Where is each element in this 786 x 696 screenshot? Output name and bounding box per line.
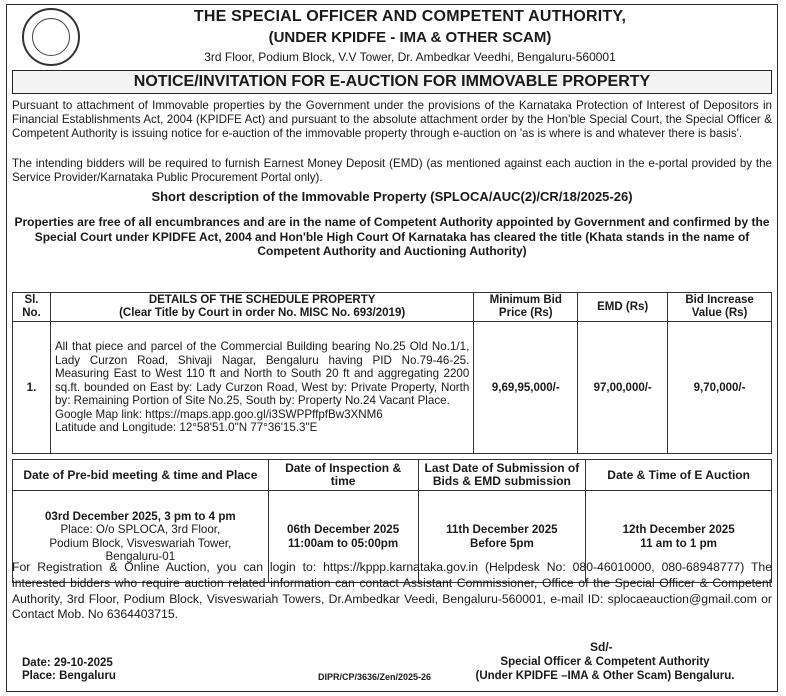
seal-center — [32, 18, 70, 56]
authority-address: 3rd Floor, Podium Block, V.V Tower, Dr. Ambedkar Veedhi, Bengaluru-560001 — [204, 50, 616, 64]
footer-place: Place: Bengaluru — [22, 670, 116, 682]
auction-date: 12th December 2025 — [622, 523, 735, 536]
emd-cell: 97,00,000/- — [578, 322, 668, 454]
signature-sd: Sd/- — [590, 640, 613, 654]
lat-long: Latitude and Longitude: 12°58'51.0"N 77°36'15.3"E — [54, 421, 318, 435]
encumbrance-note: Properties are free of all encumbrances and are in the name of Competent Authority appointed by Government and confirmed by the Special Court under KPIDFE Act, 2004 and Hon'ble High Court Of Karnataka has cleared the title (Khata stands in the name of Competent Authority and Auctioning Authority) — [14, 215, 770, 258]
prebid-place: Place: O/o SPLOCA, 3rd Floor, Podium Block, Visveswariah Tower, Bengaluru-01 — [49, 523, 232, 563]
property-table — [12, 292, 772, 454]
last-date-header: Last Date of Submission of Bids & EMD submission — [418, 460, 586, 491]
government-seal-icon — [22, 8, 80, 66]
authority-title: THE SPECIAL OFFICER AND COMPETENT AUTHORITY, — [193, 8, 627, 25]
auction-header: Date & Time of E Auction — [586, 460, 772, 491]
registration-info: For Registration & Online Auction, you can login to: https://kppp.karnataka.gov.in (Helpdesk No: 080-46010000, 080-68948777) The interested bidders who require auction related information can contact Assistant Commissioner, Office of the Special Officer & Competent Authority, 3rd Floor, Podium Block, Visveswariah Towers, Dr.Ambedkar Veedi, Bengaluru-560001, e-mail ID: splocaeauction@gmail.com or Contact Mob. No 6364403715. — [12, 560, 772, 622]
last-date: 11th December 2025 — [446, 523, 558, 536]
min-bid-cell: 9,69,95,000/- — [474, 322, 578, 454]
footer-date-place — [22, 657, 116, 683]
footer-date: Date: 29-10-2025 — [22, 657, 113, 669]
bid-increase-cell: 9,70,000/- — [668, 322, 772, 454]
short-description-heading: Short description of the Immovable Property (SPLOCA/AUC(2)/CR/18/2025-26) — [151, 189, 633, 204]
intro-paragraph-1: Pursuant to attachment of Immovable properties by the Government under the provisions of the Karnataka Protection of Interest of Depositors in Financial Establishments Act, 2004 (KPIDFE Act) and pursuant to the absolute attachment order by the Hon'ble Special Court, the Special Officer & Competent Authority is issuing notice for e-auction of the immovable property through e-auction on 'as is where is and whatever there is basis'. — [12, 99, 772, 141]
intro-paragraph-2: The intending bidders will be required to furnish Earnest Money Deposit (EMD) (as mentioned against each auction in the e-portal provided by the Service Provider/Karnataka Public Procurement Portal only). — [12, 157, 772, 185]
min-bid-header: Minimum Bid Price (Rs) — [474, 293, 578, 322]
inspection-header: Date of Inspection & time — [268, 460, 418, 491]
property-table-header — [13, 293, 772, 322]
prebid-header: Date of Pre-bid meeting & time and Place — [13, 460, 269, 491]
authority-subtitle: (UNDER KPIDFE - IMA & OTHER SCAM) — [268, 29, 552, 46]
schedule-table-header — [13, 460, 772, 491]
prebid-date: 03rd December 2025, 3 pm to 4 pm — [44, 509, 236, 523]
google-map-link[interactable]: Google Map link: https://maps.app.goo.gl/i3SWPPffpfBw3XNM6 — [54, 407, 383, 421]
property-description: All that piece and parcel of the Commercial Building bearing No.25 Old No.1/1, Lady Curzon Road, Shivaji Nagar, Bengaluru having PID No.79-46-25. Measuring East to West 110 ft and North to South 20 ft and aggregating 2200 sq.ft. bounded on East by: Lady Curzon Road, West by: Private Property, North by: Remaining Portion of Site No.25, South by: Property No.24 Vacant Place. — [54, 339, 470, 408]
details-header — [50, 293, 473, 322]
sl-no-cell: 1. — [13, 322, 51, 454]
emd-header: EMD (Rs) — [578, 293, 668, 322]
last-time: Before 5pm — [469, 536, 534, 550]
notice-banner: NOTICE/INVITATION FOR E-AUCTION FOR IMMOVABLE PROPERTY — [12, 70, 772, 94]
bid-increase-header: Bid Increase Value (Rs) — [668, 293, 772, 322]
dipr-reference: DIPR/CP/3636/Zen/2025-26 — [318, 672, 432, 682]
property-description-cell — [50, 322, 473, 454]
table-row — [13, 322, 772, 454]
details-header-title: DETAILS OF THE SCHEDULE PROPERTY — [148, 294, 376, 306]
signatory-subtitle: (Under KPIDFE –IMA & Other Scam) Bengaluru. — [475, 670, 735, 682]
sl-no-header: Sl. No. — [13, 293, 51, 322]
auction-time: 11 am to 1 pm — [640, 536, 717, 550]
inspection-time: 11:00am to 05:00pm — [288, 536, 399, 550]
signatory-title: Special Officer & Competent Authority — [500, 656, 710, 668]
details-header-subtitle: (Clear Title by Court in order No. MISC No. 693/2019) — [119, 307, 406, 319]
signatory-block — [445, 655, 765, 683]
inspection-date: 06th December 2025 — [287, 523, 400, 536]
